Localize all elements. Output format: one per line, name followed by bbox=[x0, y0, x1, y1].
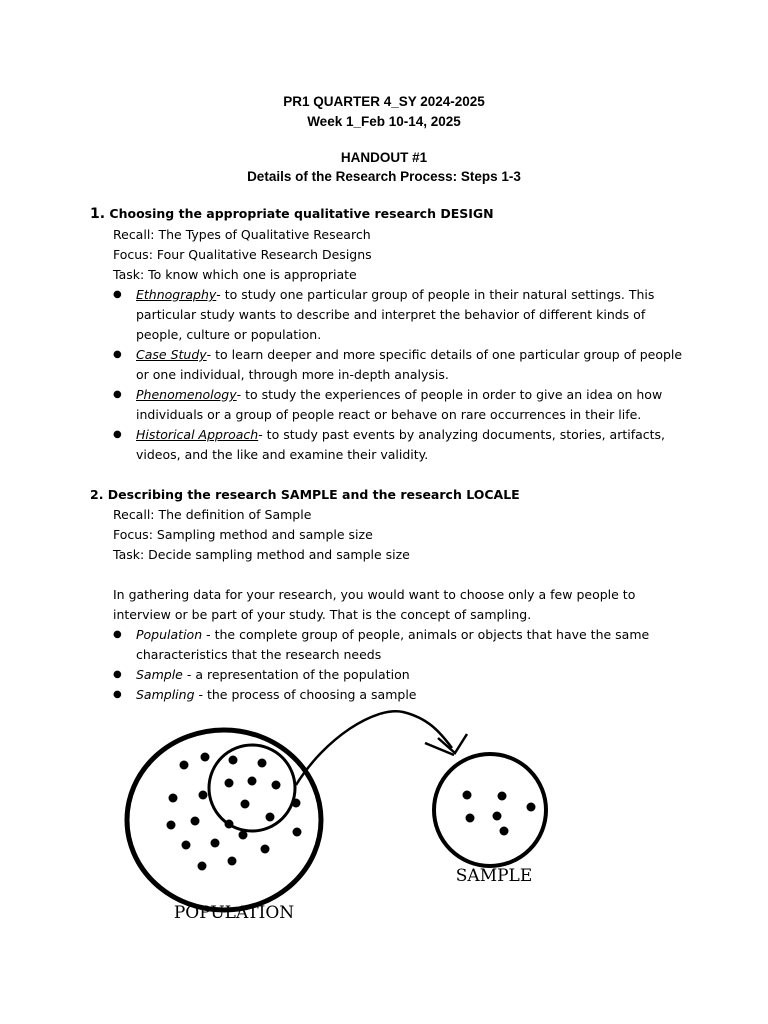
definition-phenomenology: - to study the experiences of people in order to give an idea on how individuals or a group of people react or behave on rare occurrences in their life. bbox=[136, 387, 663, 422]
section1-title: Choosing the appropriate qualitative research DESIGN bbox=[109, 206, 494, 221]
term-phenomenology: Phenomenology bbox=[136, 387, 237, 402]
bullet-icon: ● bbox=[113, 389, 122, 400]
population-sample-diagram bbox=[0, 700, 768, 960]
section1-number: 1. bbox=[90, 206, 106, 222]
definition-case-study: - to learn deeper and more specific details of one particular group of people or one individual, through more in-depth analysis. bbox=[136, 347, 683, 382]
definition-sample: - a representation of the population bbox=[182, 667, 410, 682]
term-historical-approach: Historical Approach bbox=[136, 427, 259, 442]
bullet-icon: ● bbox=[113, 689, 122, 700]
handout-title: HANDOUT #1 bbox=[340, 150, 428, 165]
sample-dots bbox=[463, 791, 536, 836]
definition-historical-approach: - to study past events by analyzing documents, stories, artifacts, videos, and the like and examine their validity. bbox=[136, 427, 666, 462]
sampling-item-sample bbox=[113, 665, 693, 685]
sampling-paragraph-text: In gathering data for your research, you would want to choose only a few people to interview or be part of your study. That is the concept of sampling. bbox=[113, 587, 636, 622]
section2-heading: 2. Describing the research SAMPLE and the research LOCALE bbox=[90, 487, 520, 502]
design-item-phenomenology bbox=[113, 385, 693, 425]
header-title-line2: Week 1_Feb 10-14, 2025 bbox=[307, 114, 461, 129]
section1-heading bbox=[90, 206, 494, 222]
design-item-ethnography bbox=[113, 285, 693, 345]
term-population: Population bbox=[136, 627, 203, 642]
bullet-icon: ● bbox=[113, 629, 122, 640]
selection-circle bbox=[209, 745, 295, 831]
handout-subtitle: Details of the Research Process: Steps 1-3 bbox=[247, 169, 521, 184]
term-case-study: Case Study bbox=[136, 347, 207, 362]
population-dots bbox=[167, 753, 302, 871]
design-item-historical-approach bbox=[113, 425, 693, 465]
population-label: POPULATION bbox=[173, 903, 295, 923]
section1-recall: Recall: The Types of Qualitative Research bbox=[113, 227, 371, 242]
definition-ethnography: - to study one particular group of people in their natural settings. This particular study wants to describe and interpret the behavior of different kinds of people, culture or population. bbox=[136, 287, 655, 342]
header-title-line1: PR1 QUARTER 4_SY 2024-2025 bbox=[283, 94, 485, 109]
sampling-item-population bbox=[113, 625, 693, 665]
term-sampling: Sampling bbox=[136, 687, 195, 702]
definition-population: - the complete group of people, animals or objects that have the same characteristics that the research needs bbox=[136, 627, 650, 662]
section2-recall: Recall: The definition of Sample bbox=[113, 507, 312, 522]
sampling-paragraph bbox=[113, 585, 693, 625]
arrow-curve bbox=[296, 711, 452, 785]
bullet-icon: ● bbox=[113, 349, 122, 360]
section2-focus: Focus: Sampling method and sample size bbox=[113, 527, 373, 542]
term-sample: Sample bbox=[136, 667, 183, 682]
design-item-case-study bbox=[113, 345, 693, 385]
bullet-icon: ● bbox=[113, 669, 122, 680]
definition-sampling: - the process of choosing a sample bbox=[194, 687, 417, 702]
section2-task: Task: Decide sampling method and sample size bbox=[113, 547, 410, 562]
bullet-icon: ● bbox=[113, 289, 122, 300]
section1-task: Task: To know which one is appropriate bbox=[113, 267, 357, 282]
bullet-icon: ● bbox=[113, 429, 122, 440]
section1-focus: Focus: Four Qualitative Research Designs bbox=[113, 247, 372, 262]
term-ethnography: Ethnography bbox=[136, 287, 217, 302]
sample-label: SAMPLE bbox=[455, 866, 533, 886]
